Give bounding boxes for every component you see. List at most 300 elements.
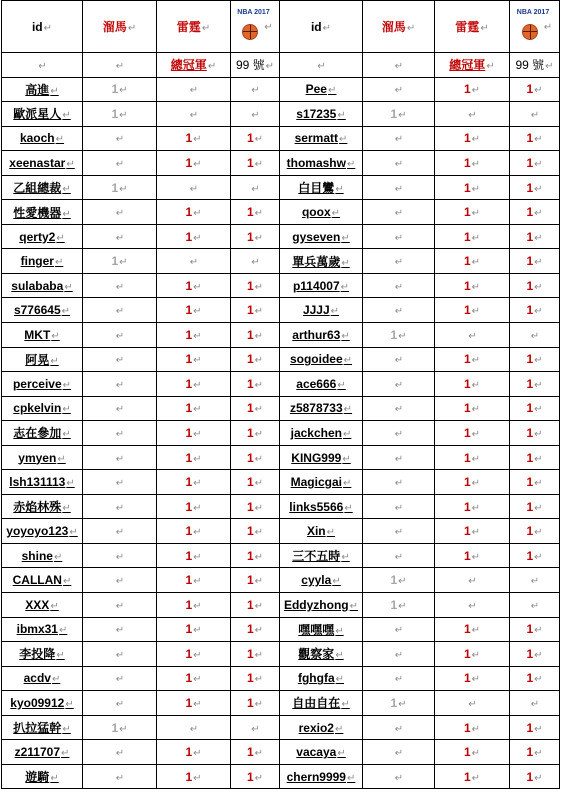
- user-id: 三不五時: [292, 549, 341, 564]
- vote-col-a-cell: [363, 494, 435, 519]
- vote-col-b-cell: [435, 224, 510, 249]
- return-mark: ↵: [394, 281, 404, 293]
- user-id: ymyen: [18, 450, 57, 465]
- return-mark: ↵: [193, 527, 202, 539]
- user-id-cell: [280, 151, 363, 176]
- user-id-cell: [280, 617, 363, 642]
- vote-col-c-cell: [510, 494, 560, 519]
- user-id: JJJJ: [302, 303, 330, 318]
- user-id-cell: [2, 273, 83, 298]
- vote-col-c-cell: [510, 323, 560, 348]
- return-mark: ↵: [330, 306, 340, 318]
- vote-col-c-value: 1: [246, 622, 254, 637]
- user-id: cpkelvin: [13, 401, 62, 416]
- vote-col-c-value: 1: [246, 769, 254, 784]
- return-mark: ↵: [471, 551, 481, 563]
- vote-col-c-value: 1: [246, 229, 254, 244]
- user-id-cell: [280, 593, 363, 618]
- user-id-cell: [2, 715, 83, 740]
- return-mark: ↵: [534, 257, 543, 269]
- return-mark: ↵: [342, 453, 351, 465]
- user-id-cell: [2, 224, 83, 249]
- table-row: [2, 715, 560, 740]
- return-mark: ↵: [543, 21, 553, 33]
- vote-col-c-value: 1: [526, 646, 534, 661]
- vote-col-b-value: 1: [185, 573, 193, 588]
- vote-col-b-cell: [157, 568, 231, 593]
- vote-col-c-cell: [510, 470, 560, 495]
- vote-col-a-cell: [363, 273, 435, 298]
- user-id-cell: [280, 372, 363, 397]
- return-mark: ↵: [346, 158, 356, 170]
- vote-col-b-cell: [435, 593, 510, 618]
- user-id-cell: [280, 273, 363, 298]
- user-id-cell: [280, 200, 363, 225]
- vote-col-b-cell: [157, 77, 231, 102]
- return-mark: ↵: [254, 281, 264, 293]
- user-id: qerty2: [19, 229, 56, 244]
- vote-col-b-cell: [435, 396, 510, 421]
- vote-col-c-cell: [510, 151, 560, 176]
- vote-col-c-cell: [231, 617, 280, 642]
- user-id: Eddyzhong: [283, 597, 349, 612]
- vote-col-a-cell: [363, 568, 435, 593]
- vote-col-a-cell: [83, 642, 157, 667]
- return-mark: ↵: [394, 551, 404, 563]
- return-mark: ↵: [530, 600, 540, 612]
- return-mark: ↵: [193, 453, 202, 465]
- user-id: qoox: [301, 205, 331, 220]
- user-id-cell: [2, 470, 83, 495]
- return-mark: ↵: [344, 502, 353, 514]
- header-logo-cell: [510, 1, 560, 53]
- vote-col-b-cell: [435, 175, 510, 200]
- return-mark: ↵: [193, 748, 202, 760]
- vote-col-a-cell: [363, 617, 435, 642]
- return-mark: ↵: [119, 109, 128, 121]
- table-row: [2, 666, 560, 691]
- return-mark: ↵: [317, 60, 326, 72]
- return-mark: ↵: [50, 355, 59, 367]
- vote-col-b-cell: [435, 568, 510, 593]
- vote-col-c-cell: [231, 273, 280, 298]
- user-id: acdv: [23, 671, 51, 686]
- table-row: [2, 298, 560, 323]
- return-mark: ↵: [480, 23, 489, 34]
- user-id: kyo09912: [10, 695, 65, 710]
- vote-col-b-value: 1: [185, 475, 193, 490]
- user-id: 性愛機器: [13, 205, 62, 220]
- return-mark: ↵: [54, 257, 64, 269]
- user-id: 阿晃: [25, 352, 50, 367]
- vote-col-c-cell: [231, 691, 280, 716]
- user-id-cell: [2, 298, 83, 323]
- return-mark: ↵: [254, 134, 264, 146]
- header-col-a-cell: [363, 1, 435, 53]
- return-mark: ↵: [62, 576, 72, 588]
- return-mark: ↵: [343, 404, 353, 416]
- vote-col-b-value: 1: [185, 646, 193, 661]
- header-col-b-cell: [435, 1, 510, 53]
- return-mark: ↵: [254, 453, 264, 465]
- vote-col-c-cell: [510, 445, 560, 470]
- vote-col-b-value: 1: [185, 205, 193, 220]
- return-mark: ↵: [335, 625, 344, 637]
- vote-col-c-value: 1: [526, 671, 534, 686]
- vote-col-a-cell: [83, 445, 157, 470]
- return-mark: ↵: [534, 183, 543, 195]
- table-row: [2, 323, 560, 348]
- return-mark: ↵: [327, 85, 337, 97]
- table-row: [2, 568, 560, 593]
- vote-col-c-value: 1: [246, 450, 254, 465]
- return-mark: ↵: [265, 61, 275, 73]
- vote-col-a-cell: [83, 77, 157, 102]
- user-id: 高進: [25, 82, 50, 97]
- return-mark: ↵: [53, 551, 63, 563]
- return-mark: ↵: [115, 748, 125, 760]
- user-id: shine: [21, 548, 53, 563]
- vote-col-b-value: 1: [185, 303, 193, 318]
- vote-col-b-cell: [157, 421, 231, 446]
- return-mark: ↵: [207, 61, 217, 73]
- table-row: [2, 617, 560, 642]
- return-mark: ↵: [115, 453, 125, 465]
- return-mark: ↵: [341, 232, 350, 244]
- return-mark: ↵: [471, 281, 481, 293]
- vote-col-b-value: 1: [463, 180, 471, 195]
- table-row: [2, 224, 560, 249]
- header-id-cell: [280, 1, 363, 53]
- vote-col-b-cell: [157, 224, 231, 249]
- vote-col-c-value: 1: [246, 745, 254, 760]
- vote-col-a-cell: [83, 372, 157, 397]
- user-id: 單兵萬歲: [292, 254, 341, 269]
- return-mark: ↵: [115, 772, 125, 784]
- return-mark: ↵: [251, 183, 260, 195]
- return-mark: ↵: [115, 379, 125, 391]
- subheader-row: [2, 53, 560, 78]
- basketball-icon: [522, 24, 538, 40]
- user-id-cell: [2, 764, 83, 789]
- subheader-champion-cell: [435, 53, 510, 78]
- vote-col-c-cell: [231, 126, 280, 151]
- return-mark: ↵: [337, 379, 346, 391]
- return-mark: ↵: [254, 772, 264, 784]
- return-mark: ↵: [331, 208, 341, 220]
- vote-col-c-cell: [510, 77, 560, 102]
- return-mark: ↵: [193, 330, 202, 342]
- header-col-a-cell: [83, 1, 157, 53]
- table-row: [2, 764, 560, 789]
- return-mark: ↵: [115, 576, 125, 588]
- user-id: lsh131113: [9, 475, 66, 490]
- return-mark: ↵: [56, 232, 65, 244]
- return-mark: ↵: [193, 625, 202, 637]
- vote-col-a-cell: [83, 715, 157, 740]
- vote-col-b-cell: [435, 715, 510, 740]
- vote-col-c-cell: [510, 347, 560, 372]
- user-id: arthur63: [292, 327, 341, 342]
- vote-col-b-value: 1: [185, 597, 193, 612]
- return-mark: ↵: [254, 379, 264, 391]
- return-mark: ↵: [394, 428, 404, 440]
- return-mark: ↵: [193, 576, 202, 588]
- vote-col-b-value: 1: [185, 327, 193, 342]
- vote-col-b-cell: [157, 519, 231, 544]
- vote-col-b-cell: [435, 151, 510, 176]
- user-id: 李投降: [19, 647, 56, 662]
- vote-col-b-cell: [435, 200, 510, 225]
- vote-col-a-value: 1: [390, 327, 398, 342]
- vote-col-a-cell: [83, 151, 157, 176]
- table-row: [2, 372, 560, 397]
- return-mark: ↵: [471, 158, 481, 170]
- vote-col-c-cell: [510, 666, 560, 691]
- return-mark: ↵: [534, 306, 543, 318]
- table-row: [2, 273, 560, 298]
- vote-col-b-cell: [435, 666, 510, 691]
- user-id-cell: [2, 593, 83, 618]
- user-id: jackchen: [290, 425, 342, 440]
- vote-col-a-cell: [363, 593, 435, 618]
- vote-col-b-value: 1: [185, 695, 193, 710]
- return-mark: ↵: [115, 649, 125, 661]
- user-id-cell: [2, 102, 83, 127]
- return-mark: ↵: [334, 723, 344, 735]
- vote-col-b-cell: [157, 298, 231, 323]
- vote-col-c-cell: [231, 175, 280, 200]
- return-mark: ↵: [115, 232, 125, 244]
- vote-col-b-cell: [157, 715, 231, 740]
- return-mark: ↵: [55, 134, 65, 146]
- return-mark: ↵: [534, 208, 543, 220]
- vote-col-b-value: 1: [185, 401, 193, 416]
- return-mark: ↵: [341, 552, 350, 564]
- vote-col-c-cell: [231, 666, 280, 691]
- user-id: KING999: [291, 450, 342, 465]
- return-mark: ↵: [115, 698, 125, 710]
- user-id-cell: [280, 715, 363, 740]
- return-mark: ↵: [193, 478, 202, 490]
- vote-col-b-cell: [435, 519, 510, 544]
- return-mark: ↵: [56, 650, 65, 662]
- user-id: yoyoyo123: [6, 524, 69, 539]
- vote-col-c-value: 1: [246, 475, 254, 490]
- return-mark: ↵: [254, 698, 264, 710]
- table-row: [2, 421, 560, 446]
- vote-col-c-value: 1: [526, 499, 534, 514]
- return-mark: ↵: [398, 576, 407, 588]
- return-mark: ↵: [394, 158, 404, 170]
- return-mark: ↵: [534, 649, 543, 661]
- vote-col-b-value: 1: [185, 671, 193, 686]
- vote-col-a-cell: [83, 249, 157, 274]
- user-id: s17235: [296, 106, 337, 121]
- return-mark: ↵: [51, 330, 60, 342]
- return-mark: ↵: [58, 625, 68, 637]
- table-row: [2, 445, 560, 470]
- vote-col-b-cell: [157, 691, 231, 716]
- vote-col-b-cell: [157, 764, 231, 789]
- vote-col-b-cell: [435, 323, 510, 348]
- vote-col-b-value: 1: [185, 548, 193, 563]
- user-id-cell: [280, 764, 363, 789]
- vote-col-c-value: 1: [246, 352, 254, 367]
- user-id: 赤焰林殊: [13, 500, 62, 515]
- vote-col-a-cell: [363, 298, 435, 323]
- vote-col-c-value: 1: [526, 548, 534, 563]
- vote-col-b-cell: [157, 666, 231, 691]
- vote-col-a-cell: [363, 764, 435, 789]
- return-mark: ↵: [119, 183, 128, 195]
- return-mark: ↵: [254, 674, 264, 686]
- header-id-label: id: [31, 19, 43, 34]
- vote-col-a-cell: [363, 543, 435, 568]
- table-row: [2, 249, 560, 274]
- return-mark: ↵: [340, 281, 350, 293]
- vote-col-b-value: 1: [185, 769, 193, 784]
- user-id: cyyla: [301, 573, 332, 588]
- vote-col-b-cell: [157, 200, 231, 225]
- vote-col-a-cell: [363, 396, 435, 421]
- user-id-cell: [280, 347, 363, 372]
- return-mark: ↵: [115, 478, 125, 490]
- vote-col-c-value: 1: [246, 155, 254, 170]
- user-id: thomashw: [286, 155, 346, 170]
- vote-col-a-value: 1: [390, 695, 398, 710]
- user-id: 白目鸞: [298, 181, 335, 195]
- vote-col-a-cell: [363, 691, 435, 716]
- return-mark: ↵: [193, 306, 202, 318]
- vote-col-b-value: 1: [463, 671, 471, 686]
- return-mark: ↵: [254, 306, 264, 318]
- user-id: 觀察家: [298, 647, 335, 662]
- vote-col-c-cell: [510, 175, 560, 200]
- user-id-cell: [2, 175, 83, 200]
- vote-col-c-value: 1: [526, 622, 534, 637]
- vote-col-a-cell: [363, 421, 435, 446]
- vote-col-a-cell: [83, 691, 157, 716]
- user-id: ibmx31: [16, 622, 58, 637]
- table-row: [2, 102, 560, 127]
- return-mark: ↵: [530, 576, 540, 588]
- vote-col-b-cell: [157, 740, 231, 765]
- vote-table: [1, 0, 560, 789]
- user-id-cell: [280, 126, 363, 151]
- vote-col-b-cell: [157, 396, 231, 421]
- vote-col-a-cell: [363, 224, 435, 249]
- vote-col-b-cell: [157, 543, 231, 568]
- return-mark: ↵: [193, 698, 202, 710]
- vote-col-c-value: 1: [246, 376, 254, 391]
- return-mark: ↵: [468, 109, 477, 121]
- return-mark: ↵: [193, 600, 202, 612]
- vote-col-b-value: 1: [463, 425, 471, 440]
- table-row: [2, 396, 560, 421]
- vote-col-c-cell: [231, 715, 280, 740]
- vote-col-b-value: 1: [185, 131, 193, 146]
- vote-col-a-cell: [363, 175, 435, 200]
- return-mark: ↵: [326, 527, 336, 539]
- return-mark: ↵: [115, 355, 125, 367]
- vote-col-a-cell: [363, 372, 435, 397]
- subheader-empty-cell: [280, 53, 363, 78]
- vote-col-c-value: 1: [246, 499, 254, 514]
- table-row: [2, 494, 560, 519]
- return-mark: ↵: [62, 404, 71, 416]
- vote-col-c-cell: [231, 249, 280, 274]
- table-row: [2, 642, 560, 667]
- vote-col-c-value: 1: [246, 695, 254, 710]
- return-mark: ↵: [486, 61, 495, 73]
- user-id-cell: [2, 126, 83, 151]
- vote-col-c-value: 1: [526, 475, 534, 490]
- return-mark: ↵: [346, 772, 356, 784]
- user-id-cell: [2, 347, 83, 372]
- return-mark: ↵: [341, 330, 350, 342]
- table-row: [2, 200, 560, 225]
- vote-col-c-value: 1: [246, 303, 254, 318]
- vote-col-a-cell: [83, 519, 157, 544]
- return-mark: ↵: [189, 109, 199, 121]
- return-mark: ↵: [119, 723, 128, 735]
- vote-col-b-value: 1: [463, 524, 471, 539]
- return-mark: ↵: [398, 109, 407, 121]
- return-mark: ↵: [50, 85, 59, 97]
- vote-col-a-cell: [363, 715, 435, 740]
- vote-col-a-cell: [83, 666, 157, 691]
- user-id: Xin: [306, 524, 326, 539]
- vote-col-b-value: 1: [185, 376, 193, 391]
- return-mark: ↵: [335, 650, 344, 662]
- vote-col-c-value: 1: [526, 254, 534, 269]
- return-mark: ↵: [471, 404, 481, 416]
- vote-col-c-cell: [231, 593, 280, 618]
- user-id: 扒拉猛幹: [13, 721, 62, 736]
- user-id-cell: [280, 543, 363, 568]
- vote-col-b-cell: [435, 77, 510, 102]
- vote-col-b-cell: [435, 470, 510, 495]
- user-id-cell: [2, 396, 83, 421]
- vote-col-b-value: 1: [463, 475, 471, 490]
- return-mark: ↵: [534, 551, 543, 563]
- return-mark: ↵: [62, 503, 71, 515]
- return-mark: ↵: [254, 404, 264, 416]
- return-mark: ↵: [66, 478, 75, 490]
- user-id-cell: [280, 77, 363, 102]
- vote-col-b-cell: [435, 102, 510, 127]
- vote-col-b-cell: [157, 323, 231, 348]
- vote-col-b-cell: [157, 617, 231, 642]
- vote-col-b-value: 1: [463, 499, 471, 514]
- vote-col-c-value: 1: [246, 573, 254, 588]
- return-mark: ↵: [534, 527, 543, 539]
- return-mark: ↵: [254, 208, 264, 220]
- return-mark: ↵: [530, 109, 540, 121]
- user-id: kaoch: [19, 131, 55, 146]
- return-mark: ↵: [534, 232, 543, 244]
- vote-col-a-cell: [83, 126, 157, 151]
- vote-col-c-cell: [231, 642, 280, 667]
- return-mark: ↵: [394, 257, 404, 269]
- return-mark: ↵: [57, 453, 66, 465]
- vote-col-b-cell: [157, 151, 231, 176]
- return-mark: ↵: [254, 502, 264, 514]
- user-id-cell: [2, 445, 83, 470]
- vote-col-c-value: 1: [246, 205, 254, 220]
- vote-col-a-cell: [363, 445, 435, 470]
